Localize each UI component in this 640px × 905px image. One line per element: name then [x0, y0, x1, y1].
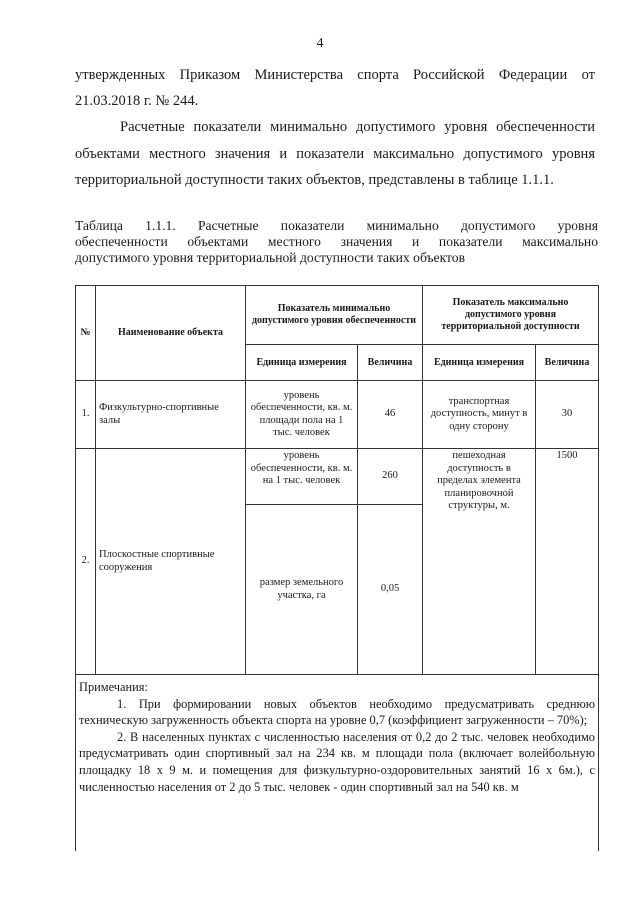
header-number: №	[76, 286, 96, 381]
intro-line-2: 21.03.2018 г. № 244.	[75, 93, 199, 109]
row-1-min-unit: уровень обеспеченности, кв. м. площади пола на 1 тыс. человек	[246, 381, 358, 449]
row-2-max-value: 1500	[536, 449, 599, 675]
header-max-unit: Единица измерения	[423, 345, 536, 381]
row-2-min-value-a: 260	[358, 449, 423, 505]
notes-title: Примечания:	[79, 680, 148, 694]
note-2: 2. В населенных пунктах с численностью населения от 0,2 до 2 тыс. человек необходимо предусматривать один спортивный зал на 234 кв. м площади пола (включает волейбольную площадку 18 х 9 м. и помещения для физкультурно-оздоровительных занятий 16 х 6м.), с численностью населения от 2 до 5 тыс. человек - один спортивный зал на 540 кв. м	[79, 729, 595, 794]
row-1-min-value: 46	[358, 381, 423, 449]
table-caption-line-3: допустимого уровня территориальной доступности таких объектов	[75, 250, 465, 265]
header-min-unit: Единица измерения	[246, 345, 358, 381]
row-1-max-value: 30	[536, 381, 599, 449]
header-max-accessibility: Показатель максимально допустимого уровня территориальной доступности	[423, 286, 599, 345]
table-caption-line-1: Таблица 1.1.1. Расчетные показатели минимально допустимого уровня	[75, 218, 598, 233]
table-notes	[76, 675, 599, 851]
table-row	[76, 381, 599, 449]
row-1-name: Физкультурно-спортивные залы	[96, 381, 246, 449]
page-number: 4	[316, 36, 324, 51]
header-object-name: Наименование объекта	[96, 286, 246, 381]
intro-line-1: утвержденных Приказом Министерства спорта Российской Федерации от	[75, 67, 595, 83]
paragraph-2-line-3: территориальной доступности таких объектов, представлены в таблице 1.1.1.	[75, 172, 554, 188]
paragraph-2-line-1: Расчетные показатели минимально допустимого уровня обеспеченности	[120, 119, 595, 135]
note-1: 1. При формировании новых объектов необходимо предусматривать среднюю техническую загруженность объекта спорта на уровне 0,7 (коэффициент загруженности – 70%);	[79, 696, 595, 728]
table-row	[76, 449, 599, 505]
header-max-value: Величина	[536, 345, 599, 381]
row-2-min-unit-b: размер земельного участка, га	[246, 505, 358, 675]
header-min-value: Величина	[358, 345, 423, 381]
row-2-min-unit-a: уровень обеспеченности, кв. м. на 1 тыс. человек	[246, 449, 358, 505]
row-1-number: 1.	[76, 381, 96, 449]
row-2-min-value-b: 0,05	[358, 505, 423, 675]
row-2-number: 2.	[76, 449, 96, 675]
paragraph-2-line-2: объектами местного значения и показатели максимально допустимого уровня	[75, 146, 595, 162]
header-min-provision: Показатель минимально допустимого уровня обеспеченности	[246, 286, 423, 345]
table-caption-line-2: обеспеченности объектами местного значения и показатели максимально	[75, 234, 598, 249]
row-2-max-unit: пешеходная доступность в пределах элемента планировочной структуры, м.	[423, 449, 536, 675]
row-1-max-unit: транспортная доступность, минут в одну сторону	[423, 381, 536, 449]
row-2-name: Плоскостные спортивные сооружения	[96, 449, 246, 675]
indicators-table	[75, 285, 599, 851]
